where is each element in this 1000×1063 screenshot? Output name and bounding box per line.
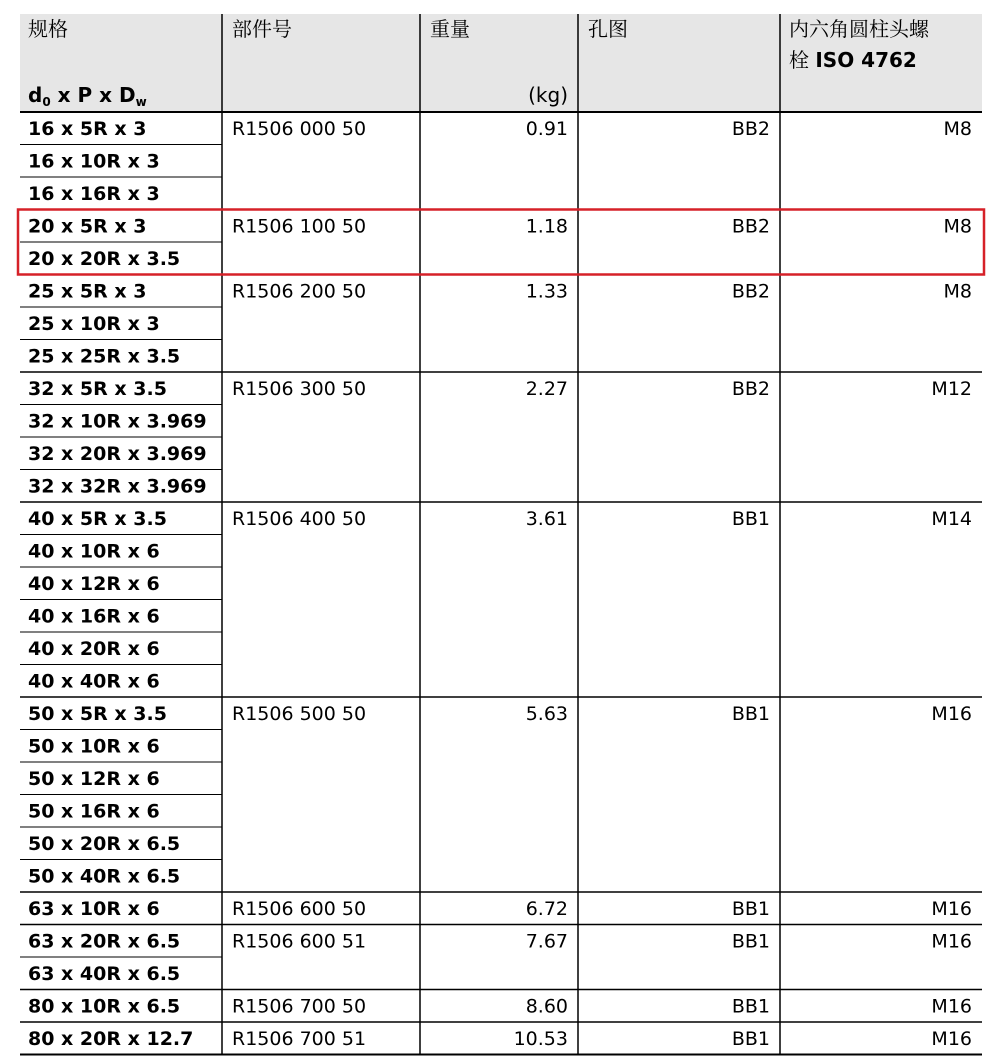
hole-pattern-cell: BB1 [731,995,770,1018]
weight-cell: 0.91 [525,118,568,140]
spec-cell: 40 x 40R x 6 [28,670,160,693]
weight-cell: 6.72 [525,898,568,920]
spec-cell: 63 x 40R x 6.5 [28,963,181,985]
hole-pattern-cell: BB2 [731,215,770,238]
header-weight: 重量 [430,17,470,41]
spec-cell: 32 x 10R x 3.969 [28,410,207,433]
hole-pattern-cell: BB1 [731,930,770,953]
spec-cell: 50 x 12R x 6 [28,768,160,790]
header-weight-unit: (kg) [528,83,568,107]
screw-cell: M12 [931,378,972,400]
spec-cell: 32 x 20R x 3.969 [28,443,207,465]
spec-cell: 32 x 5R x 3.5 [28,378,167,400]
hole-pattern-cell: BB2 [731,280,770,303]
screw-cell: M16 [931,930,972,953]
weight-cell: 3.61 [525,508,568,530]
spec-cell: 25 x 25R x 3.5 [28,345,181,368]
screw-cell: M16 [931,703,972,725]
hole-pattern-cell: BB2 [731,118,770,140]
screw-cell: M8 [943,215,972,238]
spec-formula-p: x P x D [50,83,136,107]
part-number-cell: R1506 400 50 [232,508,367,530]
part-number-cell: R1506 100 50 [232,215,367,238]
table-grid [20,14,982,1055]
part-number-cell: R1506 300 50 [232,378,367,400]
screw-cell: M8 [943,280,972,303]
hole-pattern-cell: BB1 [731,703,770,725]
screw-cell: M16 [931,995,972,1018]
part-number-cell: R1506 700 51 [232,1028,367,1050]
weight-cell: 5.63 [525,703,568,725]
header-spec: 规格 [28,17,68,41]
spec-cell: 20 x 5R x 3 [28,215,147,238]
hole-pattern-cell: BB1 [731,508,770,530]
screw-cell: M16 [931,1028,972,1050]
hole-pattern-cell: BB2 [731,378,770,400]
spec-cell: 32 x 32R x 3.969 [28,475,207,498]
weight-cell: 2.27 [525,378,568,400]
header-part-no: 部件号 [232,17,292,41]
weight-cell: 8.60 [525,995,568,1018]
spec-cell: 50 x 40R x 6.5 [28,865,181,888]
spec-cell: 63 x 20R x 6.5 [28,930,181,953]
hole-pattern-cell: BB1 [731,898,770,920]
spec-cell: 16 x 5R x 3 [28,118,147,140]
spec-cell: 80 x 20R x 12.7 [28,1028,194,1050]
table-header [20,14,982,112]
header-screw-line1: 内六角圆柱头螺 [789,17,929,41]
part-number-cell: R1506 000 50 [232,118,367,140]
spec-cell: 16 x 16R x 3 [28,183,160,205]
spec-cell: 50 x 5R x 3.5 [28,703,167,725]
part-number-cell: R1506 600 51 [232,930,367,953]
weight-cell: 10.53 [513,1028,568,1050]
screw-line2-prefix: 栓 [789,48,816,72]
weight-cell: 1.18 [525,215,568,238]
screw-cell: M16 [931,898,972,920]
screw-line2-standard: ISO 4762 [815,48,917,72]
spec-formula-d-w-sub: w [135,95,147,109]
part-number-cell: R1506 700 50 [232,995,367,1018]
screw-cell: M8 [943,118,972,140]
header-hole: 孔图 [588,17,628,41]
spec-cell: 40 x 12R x 6 [28,573,160,595]
spec-formula-d-sub: 0 [42,95,51,109]
spec-cell: 50 x 10R x 6 [28,735,160,758]
weight-cell: 7.67 [525,930,568,953]
spec-cell: 80 x 10R x 6.5 [28,995,181,1018]
spec-cell: 40 x 10R x 6 [28,540,160,563]
header-screw-line2 [789,48,917,72]
screw-cell: M14 [931,508,972,530]
spec-formula-d: d [28,83,43,107]
spec-cell: 50 x 16R x 6 [28,800,160,823]
hole-pattern-cell: BB1 [731,1028,770,1050]
spec-cell: 25 x 5R x 3 [28,280,147,303]
part-number-cell: R1506 500 50 [232,703,367,725]
spec-cell: 40 x 5R x 3.5 [28,508,167,530]
spec-cell: 20 x 20R x 3.5 [28,248,181,270]
spec-cell: 16 x 10R x 3 [28,150,160,173]
spec-cell: 63 x 10R x 6 [28,898,160,920]
spec-cell: 40 x 16R x 6 [28,605,160,628]
spec-cell: 25 x 10R x 3 [28,313,160,335]
weight-cell: 1.33 [525,280,568,303]
table-body [28,118,972,1050]
spec-cell: 50 x 20R x 6.5 [28,833,181,855]
part-number-cell: R1506 200 50 [232,280,367,303]
spec-cell: 40 x 20R x 6 [28,638,160,660]
part-number-cell: R1506 600 50 [232,898,367,920]
